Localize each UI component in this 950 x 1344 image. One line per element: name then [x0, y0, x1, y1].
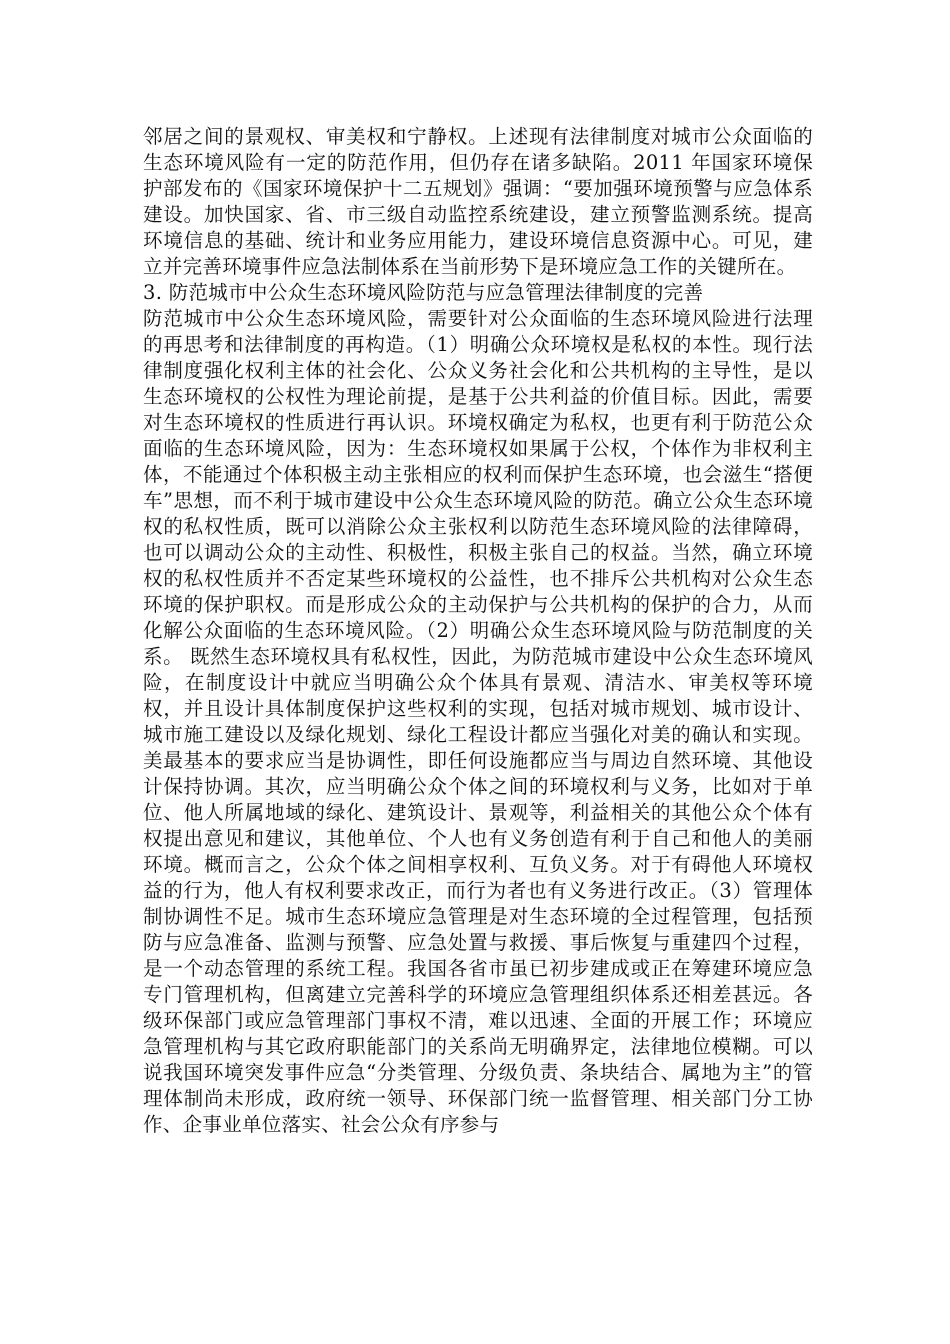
section-heading-3: 3. 防范城市中公众生态环境风险防范与应急管理法律制度的完善: [143, 281, 704, 304]
document-page: [143, 124, 813, 1138]
paragraph-2: 防范城市中公众生态环境风险，需要针对公众面临的生态环境风险进行法理的再思考和法律制度的再构造。（1）明确公众环境权是私权的本性。现行法律制度强化权利主体的社会化、公众义务社会化和公共机构的主导性，是以生态环境权的公权性为理论前提，是基于公共利益的价值目标。因此，需要对生态环境权的性质进行再认识。环境权确定为私权，也更有利于防范公众面临的生态环境风险，因为：生态环境权如果属于公权，个体作为非权利主体，不能通过个体积极主动主张相应的权利而保护生态环境，也会滋生“搭便车”思想，而不利于城市建设中公众生态环境风险的防范。确立公众生态环境权的私权性质，既可以消除公众主张权利以防范生态环境风险的法律障碍，也可以调动公众的主动性、积极性，积极主张自己的权益。当然，确立环境权的私权性质并不否定某些环境权的公益性，也不排斥公共机构对公众生态环境的保护职权。而是形成公众的主动保护与公共机构的保护的合力，从而化解公众面临的生态环境风险。（2）明确公众生态环境风险与防范制度的关系。 既然生态环境权具有私权性，因此，为防范城市建设中公众生态环境风险，在制度设计中就应当明确公众个体具有景观、清洁水、审美权等环境权，并且设计具体制度保护这些权利的实现，包括对城市规划、城市设计、城市施工建设以及绿化规划、绿化工程设计都应当强化对美的确认和实现。美最基本的要求应当是协调性，即任何设施都应当与周边自然环境、其他设计保持协调。其次，应当明确公众个体之间的环境权利与义务，比如对于单位、他人所属地域的绿化、建筑设计、景观等，利益相关的其他公众个体有权提出意见和建议，其他单位、个人也有义务创造有利于自己和他人的美丽环境。概而言之，公众个体之间相享权利、互负义务。对于有碍他人环境权益的行为，他人有权利要求改正，而行为者也有义务进行改正。（3）管理体制协调性不足。城市生态环境应急管理是对生态环境的全过程管理，包括预防与应急准备、监测与预警、应急处置与救援、事后恢复与重建四个过程，是一个动态管理的系统工程。我国各省市虽已初步建成或正在筹建环境应急专门管理机构，但离建立完善科学的环境应急管理组织体系还相差甚远。各级环保部门或应急管理部门事权不清，难以迅速、全面的开展工作；环境应急管理机构与其它政府职能部门的关系尚无明确界定，法律地位模糊。可以说我国环境突发事件应急“分类管理、分级负责、条块结合、属地为主”的管理体制尚未形成，政府统一领导、环保部门统一监督管理、相关部门分工协作、企事业单位落实、社会公众有序参与: [143, 307, 813, 1136]
paragraph-1: 邻居之间的景观权、审美权和宁静权。上述现有法律制度对城市公众面临的生态环境风险有一定的防范作用，但仍存在诸多缺陷。2011 年国家环境保护部发布的《国家环境保护十二五规划》强调：“要加强环境预警与应急体系建设。加快国家、省、市三级自动监控系统建设，建立预警监测系统。提高环境信息的基础、统计和业务应用能力，建设环境信息资源中心。可见，建立并完善环境事件应急法制体系在当前形势下是环境应急工作的关键所在。: [143, 125, 813, 278]
